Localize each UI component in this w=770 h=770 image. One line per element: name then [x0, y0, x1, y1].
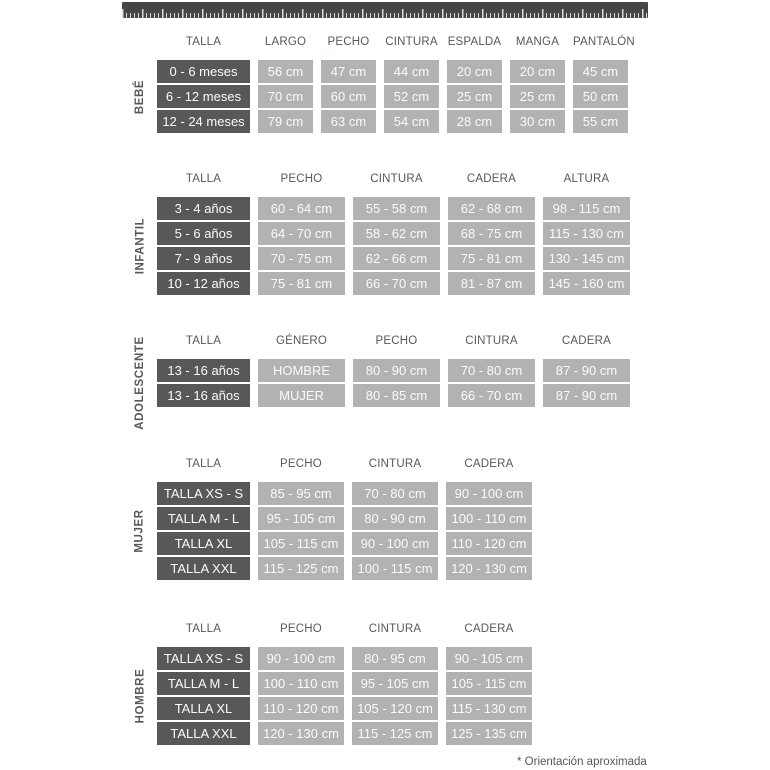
measurement-cell: 20 cm: [510, 60, 565, 83]
measurement-cell: 66 - 70 cm: [353, 272, 440, 295]
column-header: PECHO: [280, 458, 322, 470]
measurement-cell: 115 - 125 cm: [352, 722, 438, 745]
column-header: TALLA: [185, 335, 222, 347]
measurement-cell: 80 - 90 cm: [353, 359, 440, 382]
column-header: PECHO: [375, 335, 418, 347]
measurement-cell: 100 - 110 cm: [258, 672, 344, 695]
measurement-cell: 62 - 66 cm: [353, 247, 440, 270]
talla-cell: 5 - 6 años: [157, 222, 250, 245]
talla-cell: 10 - 12 años: [157, 272, 250, 295]
measurement-cell: 56 cm: [258, 60, 313, 83]
measurement-cell: 64 - 70 cm: [258, 222, 345, 245]
measurement-cell: 90 - 100 cm: [352, 532, 438, 555]
column-header: ESPALDA: [447, 36, 502, 48]
column-header: CADERA: [466, 173, 517, 185]
column-header: CADERA: [561, 335, 612, 347]
measurement-cell: 80 - 85 cm: [353, 384, 440, 407]
measurement-cell: MUJER: [258, 384, 345, 407]
group-label-text: HOMBRE: [134, 668, 146, 724]
measurement-cell: 100 - 110 cm: [446, 507, 532, 530]
measurement-cell: 115 - 125 cm: [258, 557, 344, 580]
table-header-row: [157, 34, 635, 50]
talla-cell: 13 - 16 años: [157, 359, 250, 382]
measurement-cell: 110 - 120 cm: [446, 532, 532, 555]
measurement-cell: 98 - 115 cm: [543, 197, 630, 220]
measurement-cell: 87 - 90 cm: [543, 384, 630, 407]
column-header: TALLA: [185, 36, 222, 48]
group-label-bebe: [125, 60, 155, 133]
measurement-cell: 85 - 95 cm: [258, 482, 344, 505]
size-table-adolescente: [134, 333, 630, 430]
talla-cell: 7 - 9 años: [157, 247, 250, 270]
measurement-cell: 66 - 70 cm: [448, 384, 535, 407]
table-header-row: [157, 621, 532, 637]
measurement-cell: 28 cm: [447, 110, 502, 133]
table-body: [134, 647, 532, 745]
measurement-cell: 145 - 160 cm: [543, 272, 630, 295]
measurement-cell: 63 cm: [321, 110, 376, 133]
measurement-cell: 90 - 100 cm: [446, 482, 532, 505]
size-table-hombre: [134, 621, 532, 745]
column-header: CADERA: [464, 458, 514, 470]
column-header: TALLA: [185, 623, 222, 635]
talla-cell: 6 - 12 meses: [157, 85, 250, 108]
measurement-cell: 75 - 81 cm: [258, 272, 345, 295]
group-label-mujer: [125, 482, 155, 580]
group-label-text: INFANTIL: [134, 217, 147, 275]
measurement-cell: 130 - 145 cm: [543, 247, 630, 270]
table-body: [134, 197, 630, 295]
measurement-cell: 55 cm: [573, 110, 628, 133]
column-header: PANTALÓN: [573, 36, 635, 48]
table-body: [134, 482, 532, 580]
measurement-cell: 90 - 100 cm: [258, 647, 344, 670]
measurement-cell: 70 cm: [258, 85, 313, 108]
measurement-cell: 60 cm: [321, 85, 376, 108]
measurement-cell: 70 - 80 cm: [352, 482, 438, 505]
column-header: CADERA: [464, 623, 514, 635]
measurement-cell: 95 - 105 cm: [258, 507, 344, 530]
column-header: MANGA: [515, 36, 560, 48]
table-header-row: [157, 333, 630, 349]
measurement-cell: 58 - 62 cm: [353, 222, 440, 245]
measurement-cell: 120 - 130 cm: [258, 722, 344, 745]
group-label-text: MUJER: [134, 509, 147, 553]
measurement-cell: 30 cm: [510, 110, 565, 133]
column-header: CINTURA: [465, 335, 518, 347]
table-header-row: [157, 456, 532, 472]
measurement-cell: 105 - 120 cm: [352, 697, 438, 720]
measurement-cell: 52 cm: [384, 85, 439, 108]
group-label-infantil: [125, 197, 155, 295]
measurement-cell: 75 - 81 cm: [448, 247, 535, 270]
measurement-cell: 20 cm: [447, 60, 502, 83]
measurement-cell: 70 - 75 cm: [258, 247, 345, 270]
measurement-cell: 80 - 90 cm: [352, 507, 438, 530]
measurement-cell: 55 - 58 cm: [353, 197, 440, 220]
measurement-cell: 81 - 87 cm: [448, 272, 535, 295]
measurement-cell: 68 - 75 cm: [448, 222, 535, 245]
column-header: PECHO: [327, 36, 370, 48]
talla-cell: 13 - 16 años: [157, 384, 250, 407]
measurement-cell: 110 - 120 cm: [258, 697, 344, 720]
measurement-cell: 115 - 130 cm: [446, 697, 532, 720]
talla-cell: TALLA XL: [157, 532, 250, 555]
measurement-cell: 105 - 115 cm: [446, 672, 532, 695]
measurement-cell: 87 - 90 cm: [543, 359, 630, 382]
column-header: PECHO: [280, 623, 322, 635]
footnote: * Orientación aproximada: [517, 756, 647, 768]
talla-cell: TALLA XXL: [157, 557, 250, 580]
measurement-cell: 50 cm: [573, 85, 628, 108]
talla-cell: TALLA XS - S: [157, 482, 250, 505]
group-label-text: ADOLESCENTE: [134, 336, 146, 430]
column-header: LARGO: [264, 36, 307, 48]
talla-cell: TALLA M - L: [157, 507, 250, 530]
size-table-infantil: [134, 171, 630, 295]
measurement-cell: 115 - 130 cm: [543, 222, 630, 245]
group-label-hombre: [125, 647, 155, 745]
measurement-cell: 90 - 105 cm: [446, 647, 532, 670]
measurement-cell: 95 - 105 cm: [352, 672, 438, 695]
measurement-cell: 44 cm: [384, 60, 439, 83]
measurement-cell: 79 cm: [258, 110, 313, 133]
group-label-text: BEBÉ: [134, 79, 147, 114]
talla-cell: TALLA XXL: [157, 722, 250, 745]
column-header: GÉNERO: [275, 335, 328, 347]
column-header: CINTURA: [368, 623, 422, 635]
table-header-row: [157, 171, 630, 187]
size-table-mujer: [134, 456, 532, 580]
size-table-bebe: [134, 34, 635, 133]
measurement-cell: HOMBRE: [258, 359, 345, 382]
measurement-cell: 47 cm: [321, 60, 376, 83]
measurement-cell: 125 - 135 cm: [446, 722, 532, 745]
column-header: ALTURA: [563, 173, 610, 185]
column-header: CINTURA: [368, 458, 422, 470]
column-header: TALLA: [185, 458, 222, 470]
talla-cell: 12 - 24 meses: [157, 110, 250, 133]
measurement-cell: 70 - 80 cm: [448, 359, 535, 382]
measurement-cell: 100 - 115 cm: [352, 557, 438, 580]
talla-cell: TALLA XL: [157, 697, 250, 720]
column-header: PECHO: [280, 173, 323, 185]
measurement-cell: 80 - 95 cm: [352, 647, 438, 670]
talla-cell: TALLA XS - S: [157, 647, 250, 670]
measurement-cell: 45 cm: [573, 60, 628, 83]
measurement-cell: 54 cm: [384, 110, 439, 133]
column-header: TALLA: [185, 173, 222, 185]
column-header: CINTURA: [385, 36, 438, 48]
measurement-cell: 25 cm: [447, 85, 502, 108]
table-body: [134, 60, 628, 133]
measurement-cell: 62 - 68 cm: [448, 197, 535, 220]
talla-cell: 0 - 6 meses: [157, 60, 250, 83]
column-header: CINTURA: [370, 173, 423, 185]
talla-cell: 3 - 4 años: [157, 197, 250, 220]
measurement-cell: 60 - 64 cm: [258, 197, 345, 220]
talla-cell: TALLA M - L: [157, 672, 250, 695]
measurement-cell: 25 cm: [510, 85, 565, 108]
measurement-cell: 120 - 130 cm: [446, 557, 532, 580]
measurement-cell: 105 - 115 cm: [258, 532, 344, 555]
group-label-adolescente: [125, 336, 155, 430]
